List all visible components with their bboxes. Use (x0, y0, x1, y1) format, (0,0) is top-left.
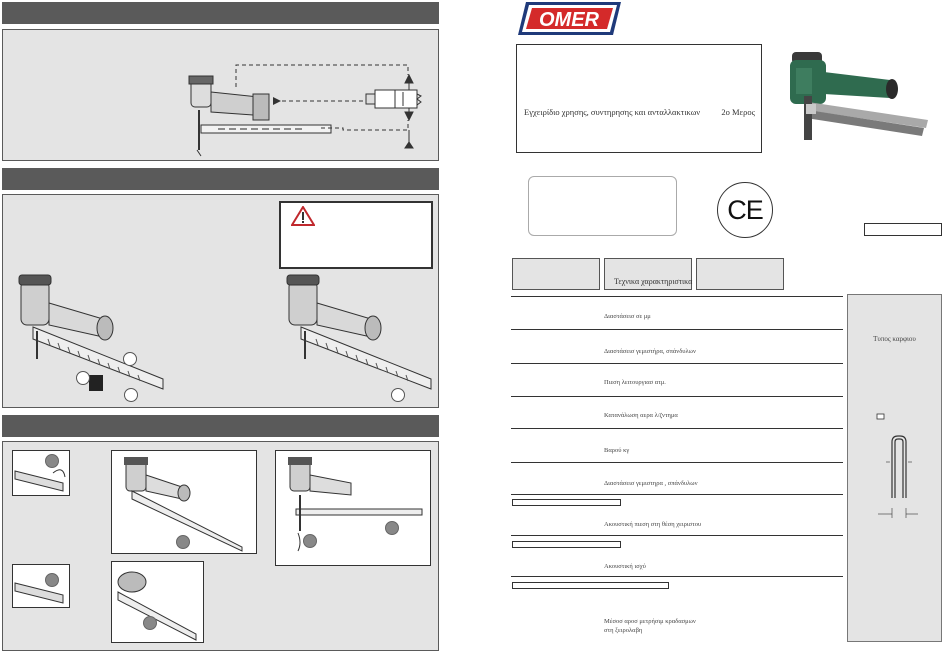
spec-value-box-1 (512, 499, 621, 506)
callout-2 (76, 371, 90, 385)
cover-title-box (516, 44, 762, 153)
spec-label: Ακουστική πιεση στη θέση χειριστου (604, 521, 702, 528)
spec-label: Μέσοσ αροσ μετρήσιμ κραδασμων (604, 618, 696, 625)
spec-label: Βαρού κγ (604, 447, 630, 454)
pneumatic-diagram-panel (2, 29, 439, 161)
detail-box-4 (12, 564, 70, 608)
spec-value-box-3 (512, 582, 669, 589)
stapler-jam-drawing (276, 451, 430, 565)
manual-part: 2ο Μερος (721, 107, 755, 117)
spec-divider-7 (511, 535, 843, 536)
pneumatic-circuit-diagram (3, 30, 438, 160)
spec-label: Διαστάσεισ γεμιστήρα, σπάνδυλων (604, 348, 696, 355)
callout-3 (124, 388, 138, 402)
spec-label: Ακουστική ισχύ (604, 563, 646, 570)
spec-divider-1 (511, 329, 843, 330)
spec-label: Διαστάσεισ γεμιστηρα , σπάνδυλων (604, 480, 698, 487)
ce-mark-icon (717, 182, 773, 238)
callout-10 (143, 616, 157, 630)
detail-box-5 (111, 561, 204, 643)
spec-value-box-2 (512, 541, 621, 548)
spec-label: Κατανάλωση αερα λ/ζντημα (604, 412, 678, 419)
section-bar-2 (2, 168, 439, 190)
callout-1 (123, 352, 137, 366)
spec-divider-5 (511, 462, 843, 463)
spec-divider-3 (511, 396, 843, 397)
detail-box-1 (12, 450, 70, 496)
section-bar-3 (2, 415, 439, 437)
magazine-lock-drawing (13, 565, 69, 607)
callout-4 (391, 388, 405, 402)
omer-logo (518, 1, 621, 36)
product-photo (778, 50, 938, 150)
staple-strip (89, 375, 103, 391)
spec-divider-6 (511, 494, 843, 495)
stapler-illustration-loaded (281, 267, 441, 402)
air-line-bottom (321, 120, 408, 130)
spec-label: Διαστάσεισ σε μμ (604, 313, 651, 320)
tab-technical-specs (604, 258, 692, 290)
callout-6 (176, 535, 190, 549)
valve-symbol (366, 75, 421, 148)
tab-3 (696, 258, 784, 290)
magazine-detail-drawing (13, 451, 69, 495)
stapler-illustration-loading (13, 267, 173, 402)
callout-5 (45, 454, 59, 468)
magazine-slide-drawing (112, 562, 203, 642)
callout-9 (45, 573, 59, 587)
staple-type-label: Τυπος καρφιου (873, 335, 916, 343)
tab-1 (512, 258, 600, 290)
stapler-tool-drawing (189, 76, 331, 156)
logo-text: OMER (539, 9, 599, 31)
staple-dimension-drawing (872, 410, 922, 520)
loading-instructions-panel (2, 194, 439, 408)
unloading-instructions-panel (2, 441, 439, 651)
spec-divider-0 (511, 296, 843, 297)
spec-label: Πιεση λειτουργιασ ατμ. (604, 379, 666, 386)
spec-divider-8 (511, 576, 843, 577)
tab-technical-specs-label: Τεχνικα χαρακτηριστικα (614, 277, 693, 286)
ce-mark-text: CE (727, 195, 763, 225)
callout-8 (385, 521, 399, 535)
detail-box-3 (275, 450, 431, 566)
spec-label: στη ξειρολαβη (604, 627, 643, 634)
warning-triangle-icon (291, 206, 315, 226)
staple-type-panel (847, 294, 942, 642)
air-line-top (236, 65, 408, 87)
warning-box (279, 201, 433, 269)
spec-divider-2 (511, 363, 843, 364)
callout-7 (303, 534, 317, 548)
spec-divider-4 (511, 428, 843, 429)
info-rounded-box (528, 176, 677, 236)
section-bar-1 (2, 2, 439, 24)
manual-title: Εγχειρίδιο χρησης, συντηρησης και ανταλλακτικων (524, 107, 701, 117)
reference-box (864, 223, 942, 236)
